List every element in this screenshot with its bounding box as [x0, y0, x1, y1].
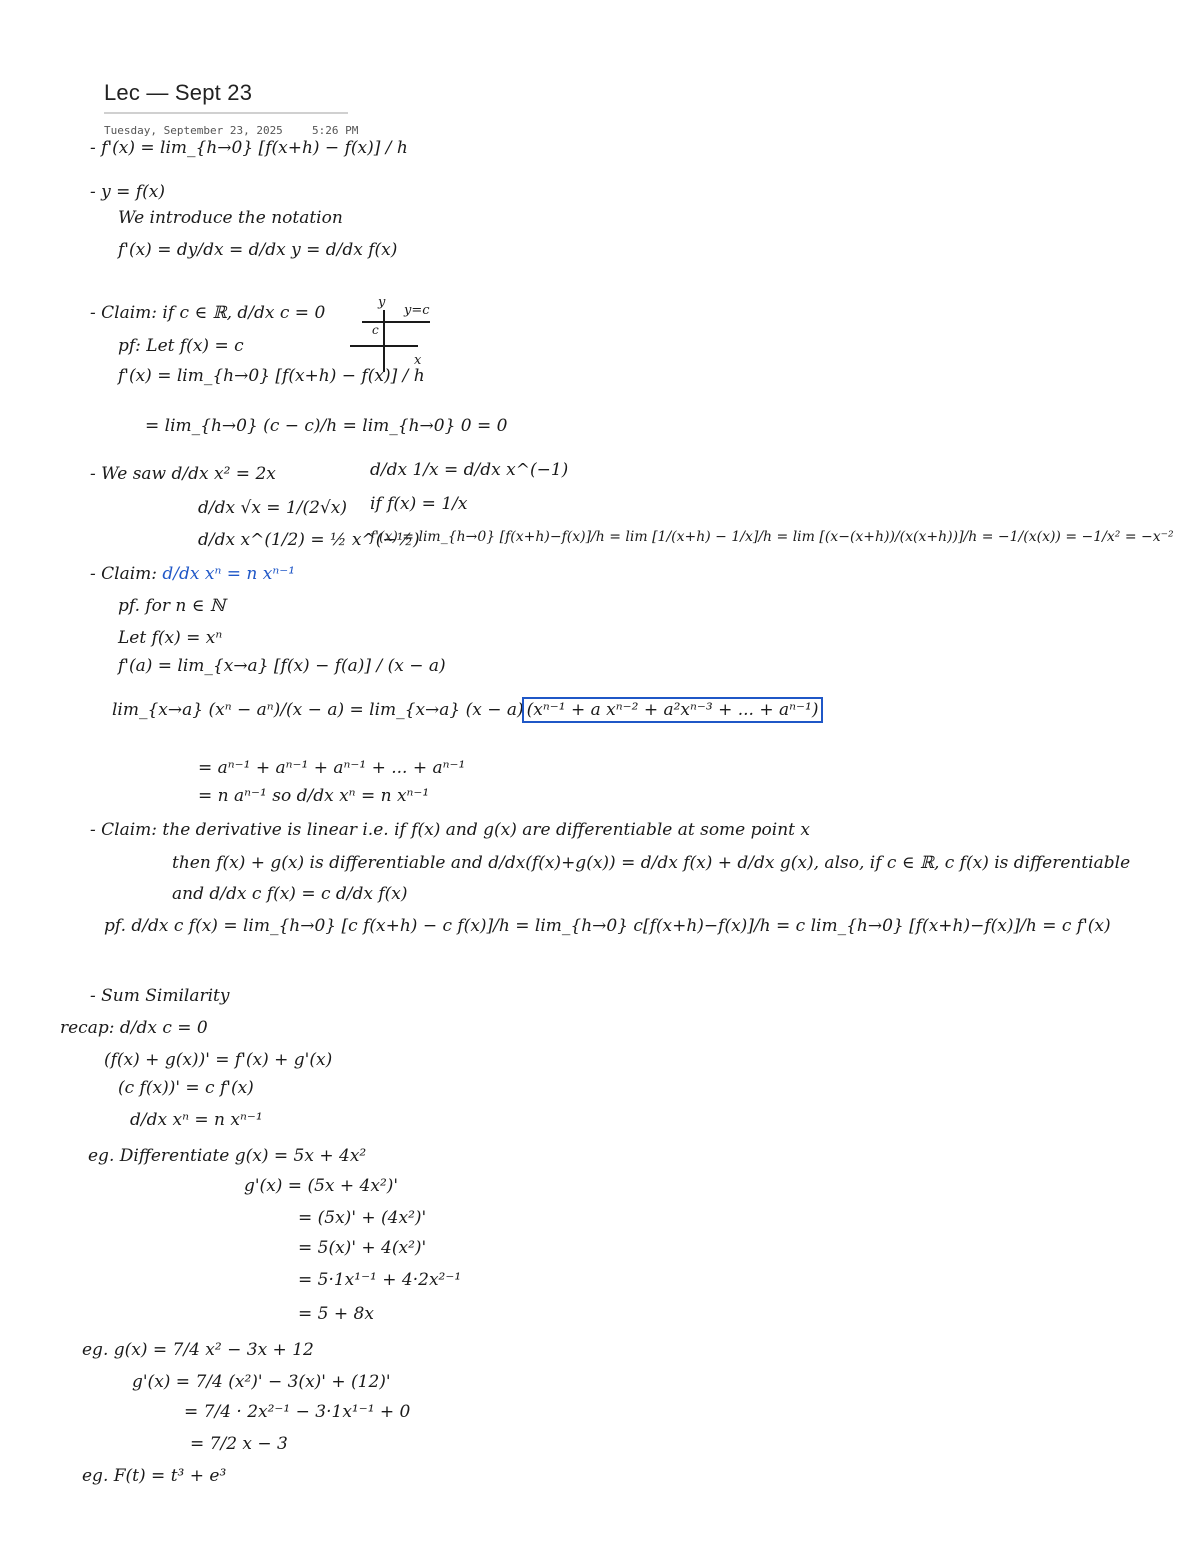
note-line-1: [90, 140, 408, 157]
note-line-17: [118, 630, 222, 647]
note-line-15: [90, 566, 295, 583]
note-line-20: [198, 760, 465, 777]
note-line-22: [90, 822, 810, 839]
note-line-7: [118, 368, 425, 385]
note-line-37: [82, 1342, 314, 1359]
page-title: Lec — Sept 23: [104, 80, 253, 105]
graph-x-label: x: [414, 353, 422, 368]
note-text: = 5·1x¹⁻¹ + 4·2x²⁻¹: [298, 1270, 462, 1290]
note-text: d/dx xⁿ = n xⁿ⁻¹: [130, 1110, 263, 1130]
note-line-18: [118, 658, 446, 675]
page-time: 5:26 PM: [312, 124, 359, 137]
note-line-4: [118, 242, 397, 259]
note-text: Let f(x) = xⁿ: [118, 628, 223, 648]
note-text: g'(x) = (5x + 4x²)': [244, 1176, 399, 1196]
note-line-25: [104, 918, 1111, 935]
note-text: eg. g(x) = 7/4 x² − 3x + 12: [82, 1340, 314, 1360]
graph-c-label: c: [372, 323, 379, 337]
note-text: - Claim:: [90, 564, 163, 584]
note-line-31: [88, 1148, 366, 1165]
note-line-23: [172, 855, 1130, 872]
note-line-13: [370, 496, 467, 513]
note-text: = lim_{h→0} (c − c)/h = lim_{h→0} 0 = 0: [145, 416, 508, 436]
note-line-28: [104, 1052, 332, 1069]
note-text: f'(x) = lim_{h→0} [f(x+h)−f(x)]/h = lim [1/(x+h) − 1/x]/h = lim [(x−(x+h))/(x(x+h))]/h = −1/(x(x)) = −1/x² = −x⁻²: [370, 529, 1174, 545]
note-text: g'(x) = 7/4 (x²)' − 3(x)' + (12)': [132, 1372, 391, 1392]
highlighted-formula: d/dx xⁿ = n xⁿ⁻¹: [162, 564, 296, 584]
page-date: Tuesday, September 23, 2025: [104, 124, 283, 137]
note-line-10: [198, 500, 347, 517]
boxed-expansion: (xⁿ⁻¹ + a xⁿ⁻² + a²xⁿ⁻³ + ... + aⁿ⁻¹): [524, 699, 822, 721]
note-text: (c f(x))' = c f'(x): [118, 1078, 254, 1098]
note-text: = 7/4 · 2x²⁻¹ − 3·1x¹⁻¹ + 0: [184, 1402, 411, 1422]
note-line-24: [172, 886, 408, 903]
note-text: = 7/2 x − 3: [190, 1434, 288, 1454]
note-text: = 5(x)' + 4(x²)': [298, 1238, 427, 1258]
note-line-19: [112, 702, 821, 719]
note-line-26: [90, 988, 229, 1005]
note-line-12: [370, 462, 568, 479]
note-text: We introduce the notation: [118, 208, 343, 228]
graph-line-label: y=c: [404, 303, 430, 318]
note-text: if f(x) = 1/x: [370, 494, 468, 514]
note-text: then f(x) + g(x) is differentiable and d/dx(f(x)+g(x)) = d/dx f(x) + d/dx g(x), also, if c ∈ ℝ, c f(x) is differentiable: [172, 853, 1131, 873]
note-line-33: [298, 1210, 426, 1227]
note-line-16: [118, 598, 225, 615]
note-text: - Sum Similarity: [90, 986, 230, 1006]
note-line-5: [90, 305, 325, 322]
note-line-14: [370, 530, 1174, 544]
note-line-39: [184, 1404, 410, 1421]
note-text: and d/dx c f(x) = c d/dx f(x): [172, 884, 408, 904]
note-text: pf. for n ∈ ℕ: [118, 596, 226, 616]
note-text: = n aⁿ⁻¹ so d/dx xⁿ = n xⁿ⁻¹: [198, 786, 430, 806]
note-text: - Claim: the derivative is linear i.e. if f(x) and g(x) are differentiable at some point x: [90, 820, 810, 840]
note-line-2: [90, 184, 165, 201]
note-line-34: [298, 1240, 426, 1257]
note-line-9: [90, 466, 276, 483]
note-text: f'(x) = dy/dx = d/dx y = d/dx f(x): [118, 240, 398, 260]
note-text: f'(x) = lim_{h→0} [f(x+h) − f(x)] / h: [118, 366, 425, 386]
note-text: pf. d/dx c f(x) = lim_{h→0} [c f(x+h) − c f(x)]/h = lim_{h→0} c[f(x+h)−f(x)]/h = c lim_{h→0} [f(x+h)−f(x)]/h = c f'(x): [104, 916, 1111, 936]
note-text: = 5 + 8x: [298, 1304, 374, 1324]
note-line-36: [298, 1306, 374, 1323]
note-text: f'(a) = lim_{x→a} [f(x) − f(a)] / (x − a): [118, 656, 446, 676]
note-text: - We saw d/dx x² = 2x: [90, 464, 276, 484]
note-text: recap: d/dx c = 0: [60, 1018, 208, 1038]
note-text: d/dx 1/x = d/dx x^(−1): [370, 460, 569, 480]
note-text: pf: Let f(x) = c: [118, 336, 244, 356]
note-text: d/dx √x = 1/(2√x): [198, 498, 347, 518]
note-line-40: [190, 1436, 288, 1453]
note-line-27: [60, 1020, 208, 1037]
note-line-30: [130, 1112, 263, 1129]
note-text: = (5x)' + (4x²)': [298, 1208, 427, 1228]
note-line-38: [132, 1374, 391, 1391]
note-text: - Claim: if c ∈ ℝ, d/dx c = 0: [90, 303, 326, 323]
note-text: eg. F(t) = t³ + e³: [82, 1466, 227, 1486]
note-text: lim_{x→a} (xⁿ − aⁿ)/(x − a) = lim_{x→a} (x − a): [112, 700, 524, 720]
note-text: eg. Differentiate g(x) = 5x + 4x²: [88, 1146, 367, 1166]
note-line-3: [118, 210, 343, 227]
note-line-41: [82, 1468, 226, 1485]
note-text: - y = f(x): [90, 182, 165, 202]
note-text: (f(x) + g(x))' = f'(x) + g'(x): [104, 1050, 333, 1070]
note-text: - f'(x) = lim_{h→0} [f(x+h) − f(x)] / h: [90, 138, 408, 158]
note-line-6: [118, 338, 244, 355]
note-line-32: [244, 1178, 398, 1195]
graph-y-label: y: [378, 295, 386, 310]
note-line-35: [298, 1272, 461, 1289]
note-text: = aⁿ⁻¹ + aⁿ⁻¹ + aⁿ⁻¹ + ... + aⁿ⁻¹: [198, 758, 466, 778]
note-line-21: [198, 788, 429, 805]
note-line-29: [118, 1080, 254, 1097]
note-text: d/dx x^(1/2) = ½ x^(−½): [198, 530, 420, 550]
note-line-8: [145, 418, 508, 435]
